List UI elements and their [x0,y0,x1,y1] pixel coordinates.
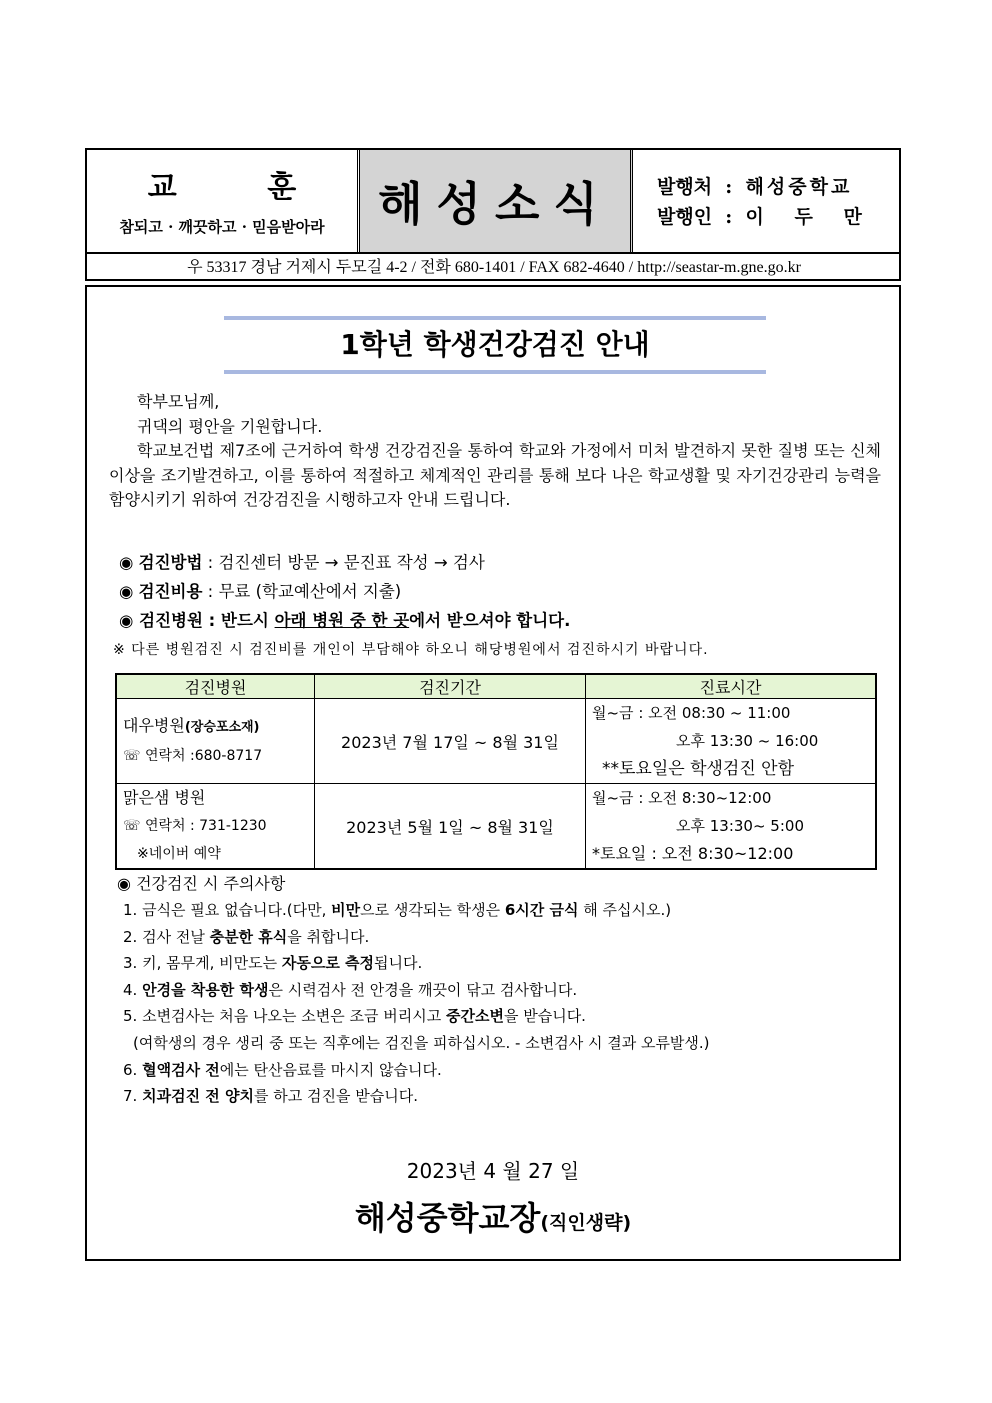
text: 은 시력검사 전 안경을 깨끗이 닦고 검사합니다. [268,980,578,999]
text: (여학생의 경우 생리 중 또는 직후에는 검진을 피하십시오. - 소변검사 시 결과 오류발생.) [133,1033,710,1052]
hours-cell [586,699,877,784]
emphasis: 충분한 휴식 [209,927,288,946]
text: 을 받습니다. [503,1007,586,1026]
precaution-item [123,1003,710,1030]
text: 4. [123,980,143,999]
issuer-value: 이 두 만 [745,206,874,228]
publisher-label: 발행처 [657,176,713,198]
precaution-item [123,1083,710,1110]
hours-cell [586,784,877,870]
text: 으로 생각되는 학생은 [360,901,505,919]
text: 2. 검사 전날 [123,927,210,946]
signature [87,1193,899,1239]
hospital-table [115,673,877,870]
publisher-value: 해성중학교 [745,176,853,198]
date: 2023년 4 월 27 일 [406,1159,580,1183]
bullet-label: 검진병원 [139,611,203,630]
hospital-cell [116,699,315,784]
reservation-note: ※네이버 예약 [137,846,221,862]
text: 6. [123,1060,143,1079]
intro [109,390,881,513]
precautions-title [117,871,285,894]
issuer-line: 발행인 : 이 두 만 [657,202,874,229]
precaution-item [123,897,710,924]
newsletter-header [85,148,901,281]
precaution-item [123,977,710,1004]
bullet-label: 검진방법 [138,553,203,572]
emphasis: 비만 [331,901,361,919]
motto-cell [87,150,360,252]
bullet-icon: ◉ [117,874,131,893]
notice-body [85,285,901,1261]
text: 에는 탄산음료를 마시지 않습니다. [219,1060,442,1079]
column-header: 검진병원 [116,674,315,699]
hospital-cell [116,784,315,870]
text: 1. 금식은 필요 없습니다.(다만, [123,901,332,919]
greeting-2: 귀댁의 평안을 기원합니다. [137,416,323,436]
text: 7. [123,1087,143,1106]
publisher-cell [633,150,901,252]
section-title: 건강검진 시 주의사항 [136,874,286,893]
hours-weekday: 월~금 : 오전 8:30~12:00 [592,789,772,807]
precaution-item [123,924,710,951]
emphasis: 6시간 금식 [504,901,579,919]
note: ※ 다른 병원검진 시 검진비를 개인이 부담해야 하오니 해당병원에서 검진하시기 바랍니다. [113,642,709,658]
text: 3. 키, 몸무게, 비만도는 [123,954,282,973]
seal-note: (직인생략) [540,1212,632,1234]
hospital-name: 대우병원 [123,716,185,735]
precautions-list [123,897,710,1110]
text: 5. 소변검사는 처음 나오는 소변은 조금 버리시고 [123,1007,446,1026]
bullet-value: 검진센터 방문 → 문진표 작성 → 검사 [218,553,485,572]
hospital-contact: ☏ 연락처 : 731-1230 [123,818,267,834]
page-title: 1학년 학생건강검진 안내 [224,316,766,374]
text: 해 주십시오.) [578,901,672,919]
greeting-1: 학부모님께, [137,392,220,411]
issuer-label: 발행인 [657,206,713,228]
precaution-item [123,950,710,977]
emphasis: 치과검진 전 양치 [142,1087,254,1106]
column-header: 검진기간 [315,674,586,699]
hours-saturday: **토요일은 학생검진 안함 [602,759,795,779]
precaution-item [123,1030,710,1057]
bullet-icon: ◉ [119,553,134,572]
bullet-icon: ◉ [119,582,134,601]
newsletter-title: 해성소식 [378,177,612,231]
table-header-row [116,674,876,699]
bullet-icon: ◉ [119,611,134,630]
principal-name: 해성중학교장 [354,1199,541,1237]
intro-paragraph: 학교보건법 제7조에 근거하여 학생 건강검진을 통하여 학교와 가정에서 미처 발견하지 못한 질병 또는 신체이상을 조기발견하고, 이를 통하여 적절하고 체계적인 관리를 통해 보다 나은 학교생활 및 자기건강관리 능력을 함양시키기 위하여 건강검진을 시행하고자 안내 드립니다. [109,441,881,509]
bullet-method: ◉ 검진방법 : 검진센터 방문 → 문진표 작성 → 검사 [119,553,485,572]
table-row [116,699,876,784]
emphasis: 안경을 착용한 학생 [142,980,269,999]
period-cell: 2023년 7월 17일 ~ 8월 31일 [315,699,586,784]
period-cell: 2023년 5월 1일 ~ 8월 31일 [315,784,586,870]
bullet-hospital: ◉ 검진병원 : 반드시 아래 병원 중 한 곳에서 받으셔야 합니다. [119,611,571,630]
table-row [116,784,876,870]
publisher-line: 발행처 : 해성중학교 [657,172,852,199]
column-header: 진료시간 [586,674,877,699]
bullet-value-underlined: 아래 병원 중 한 곳 [274,611,410,630]
bullet-value-end: 에서 받으셔야 합니다. [409,611,571,630]
precaution-item [123,1057,710,1084]
motto-text: 참되고 · 깨끗하고 · 믿음받아라 [119,218,325,236]
bullet-cost: ◉ 검진비용 : 무료 (학교예산에서 지출) [119,582,402,601]
motto-title: 교 훈 [147,170,337,205]
bullet-value: 반드시 [221,611,275,630]
emphasis: 중간소변 [446,1007,504,1026]
newsletter-title-cell [360,150,633,252]
hours-afternoon: 오후 13:30~ 5:00 [676,817,804,835]
text: 을 취합니다. [287,927,370,946]
hours-afternoon: 오후 13:30 ~ 16:00 [676,732,819,750]
hospital-contact: ☏ 연락처 :680-8717 [123,748,263,764]
emphasis: 혈액검사 전 [142,1060,220,1079]
hospital-location: (장승포소재) [184,720,260,735]
bullet-label: 검진비용 [138,582,203,601]
text: 됩니다. [374,954,423,973]
address-line: 우 53317 경남 거제시 두모길 4-2 / 전화 680-1401 / FAX 682-4640 / http://seastar-m.gne.go.kr [87,252,901,283]
emphasis: 자동으로 측정 [281,954,375,973]
hours-weekday: 월~금 : 오전 08:30 ~ 11:00 [592,704,791,722]
bullet-value: 무료 (학교예산에서 지출) [218,582,402,601]
text: 를 하고 검진을 받습니다. [253,1087,418,1106]
hospital-name: 맑은샘 병원 [123,788,206,807]
hours-saturday: *토요일 : 오전 8:30~12:00 [592,844,794,863]
